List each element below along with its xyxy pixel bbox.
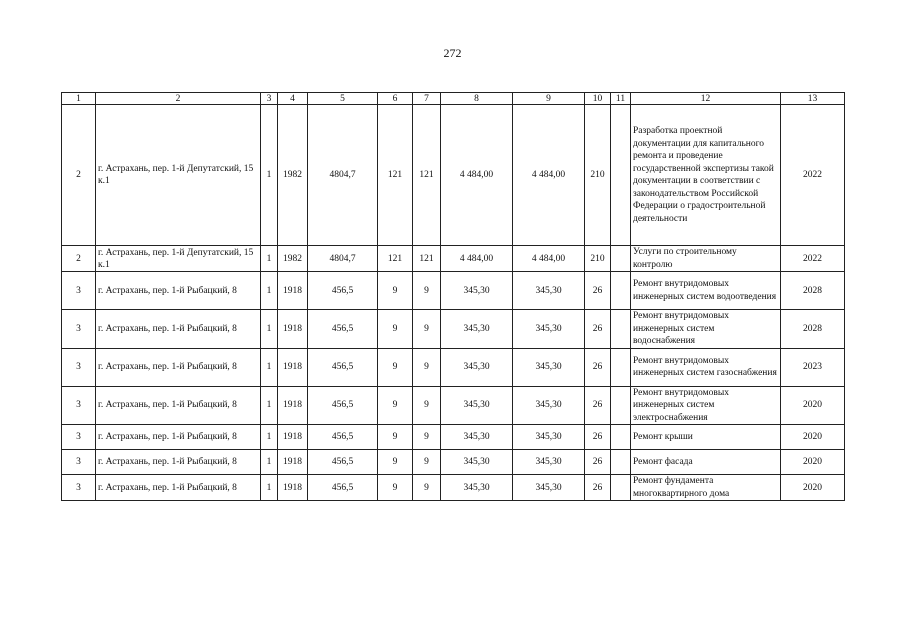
table-row [62,246,845,272]
planned-year-cell: 2028 [781,310,845,349]
table-cell: 210 [585,105,611,246]
header-cell: 4 [278,93,308,105]
address-cell: г. Астрахань, пер. 1-й Рыбацкий, 8 [96,475,261,501]
table-cell: 210 [585,246,611,272]
table-cell: 9 [378,348,413,386]
table-row [62,272,845,310]
table-cell [611,425,631,450]
column-number-header [62,93,845,105]
address-cell: г. Астрахань, пер. 1-й Рыбацкий, 8 [96,425,261,450]
cost-cell: 345,30 [441,425,513,450]
cost-cell: 4 484,00 [441,246,513,272]
header-row [62,93,845,105]
year-built-cell: 1918 [278,450,308,475]
area-cell: 456,5 [308,425,378,450]
header-cell: 10 [585,93,611,105]
work-type-cell: Разработка проектной документации для капитального ремонта и проведение государственной экспертизы такой документации в соответствии с законодательством Российской Федерации о градостроительной деятельности [631,105,781,246]
item-number-cell: 3 [62,475,96,501]
table-row [62,386,845,425]
year-built-cell: 1982 [278,246,308,272]
address-cell: г. Астрахань, пер. 1-й Депутатский, 15 к.1 [96,105,261,246]
area-cell: 456,5 [308,272,378,310]
table-cell: 26 [585,450,611,475]
table-cell: 1 [261,105,278,246]
item-number-cell: 2 [62,246,96,272]
table-cell [611,386,631,425]
table-cell: 9 [413,348,441,386]
table-cell: 9 [413,425,441,450]
address-cell: г. Астрахань, пер. 1-й Рыбацкий, 8 [96,348,261,386]
table-cell: 9 [413,450,441,475]
table-row [62,348,845,386]
cost-cell: 345,30 [441,310,513,349]
item-number-cell: 3 [62,425,96,450]
header-cell: 12 [631,93,781,105]
header-cell: 7 [413,93,441,105]
header-cell: 1 [62,93,96,105]
table-row [62,105,845,246]
header-cell: 5 [308,93,378,105]
work-type-cell: Ремонт внутридомовых инженерных систем электроснабжения [631,386,781,425]
work-type-cell: Ремонт фасада [631,450,781,475]
year-built-cell: 1918 [278,475,308,501]
table-cell: 1 [261,310,278,349]
cost-cell: 345,30 [513,386,585,425]
cost-cell: 345,30 [441,475,513,501]
table-cell: 9 [378,425,413,450]
table-cell: 26 [585,348,611,386]
table-cell: 1 [261,386,278,425]
table-cell: 1 [261,425,278,450]
address-cell: г. Астрахань, пер. 1-й Рыбацкий, 8 [96,272,261,310]
header-cell: 6 [378,93,413,105]
item-number-cell: 3 [62,272,96,310]
planned-year-cell: 2028 [781,272,845,310]
address-cell: г. Астрахань, пер. 1-й Рыбацкий, 8 [96,386,261,425]
cost-cell: 4 484,00 [441,105,513,246]
table-cell: 9 [378,475,413,501]
table-cell: 9 [413,475,441,501]
table-body [62,105,845,501]
cost-cell: 345,30 [513,475,585,501]
table-cell: 1 [261,475,278,501]
header-cell: 9 [513,93,585,105]
table-cell: 9 [378,272,413,310]
header-cell: 2 [96,93,261,105]
planned-year-cell: 2020 [781,450,845,475]
area-cell: 456,5 [308,348,378,386]
item-number-cell: 3 [62,348,96,386]
table-cell: 1 [261,450,278,475]
cost-cell: 345,30 [513,310,585,349]
work-type-cell: Ремонт фундамента многоквартирного дома [631,475,781,501]
address-cell: г. Астрахань, пер. 1-й Рыбацкий, 8 [96,310,261,349]
item-number-cell: 3 [62,310,96,349]
table-cell: 1 [261,246,278,272]
table-cell: 9 [413,272,441,310]
cost-cell: 345,30 [513,272,585,310]
work-type-cell: Ремонт внутридомовых инженерных систем газоснабжения [631,348,781,386]
table-cell: 121 [413,246,441,272]
table-cell: 9 [413,386,441,425]
area-cell: 456,5 [308,475,378,501]
table-cell: 26 [585,475,611,501]
table-cell: 9 [378,310,413,349]
cost-cell: 345,30 [441,386,513,425]
table-cell [611,310,631,349]
table-cell [611,475,631,501]
table-cell [611,246,631,272]
work-type-cell: Ремонт внутридомовых инженерных систем водоотведения [631,272,781,310]
table-cell [611,348,631,386]
cost-cell: 345,30 [441,450,513,475]
header-cell: 8 [441,93,513,105]
item-number-cell: 3 [62,450,96,475]
cost-cell: 4 484,00 [513,105,585,246]
cost-cell: 4 484,00 [513,246,585,272]
table-cell: 1 [261,348,278,386]
table-cell: 9 [378,386,413,425]
table-cell: 121 [378,105,413,246]
area-cell: 4804,7 [308,246,378,272]
area-cell: 456,5 [308,310,378,349]
work-type-cell: Ремонт внутридомовых инженерных систем водоснабжения [631,310,781,349]
table-cell: 121 [413,105,441,246]
cost-cell: 345,30 [513,450,585,475]
work-type-cell: Ремонт крыши [631,425,781,450]
table-cell: 26 [585,425,611,450]
table-row [62,310,845,349]
table-cell [611,272,631,310]
table-cell [611,450,631,475]
cost-cell: 345,30 [441,348,513,386]
year-built-cell: 1982 [278,105,308,246]
year-built-cell: 1918 [278,272,308,310]
area-cell: 456,5 [308,450,378,475]
cost-cell: 345,30 [513,348,585,386]
year-built-cell: 1918 [278,348,308,386]
cost-cell: 345,30 [513,425,585,450]
table-cell: 9 [413,310,441,349]
repair-schedule-table [61,92,845,501]
table-cell: 9 [378,450,413,475]
year-built-cell: 1918 [278,425,308,450]
planned-year-cell: 2020 [781,386,845,425]
table-cell: 1 [261,272,278,310]
planned-year-cell: 2022 [781,105,845,246]
item-number-cell: 3 [62,386,96,425]
area-cell: 456,5 [308,386,378,425]
header-cell: 13 [781,93,845,105]
table-row [62,425,845,450]
table-cell: 26 [585,310,611,349]
planned-year-cell: 2023 [781,348,845,386]
table-cell: 121 [378,246,413,272]
header-cell: 3 [261,93,278,105]
table-cell [611,105,631,246]
table-cell: 26 [585,386,611,425]
page-number: 272 [443,46,462,60]
address-cell: г. Астрахань, пер. 1-й Рыбацкий, 8 [96,450,261,475]
work-type-cell: Услуги по строительному контролю [631,246,781,272]
year-built-cell: 1918 [278,386,308,425]
header-cell: 11 [611,93,631,105]
cost-cell: 345,30 [441,272,513,310]
planned-year-cell: 2020 [781,475,845,501]
table-row [62,450,845,475]
table-cell: 26 [585,272,611,310]
area-cell: 4804,7 [308,105,378,246]
planned-year-cell: 2022 [781,246,845,272]
address-cell: г. Астрахань, пер. 1-й Депутатский, 15 к.1 [96,246,261,272]
planned-year-cell: 2020 [781,425,845,450]
item-number-cell: 2 [62,105,96,246]
table-row [62,475,845,501]
year-built-cell: 1918 [278,310,308,349]
